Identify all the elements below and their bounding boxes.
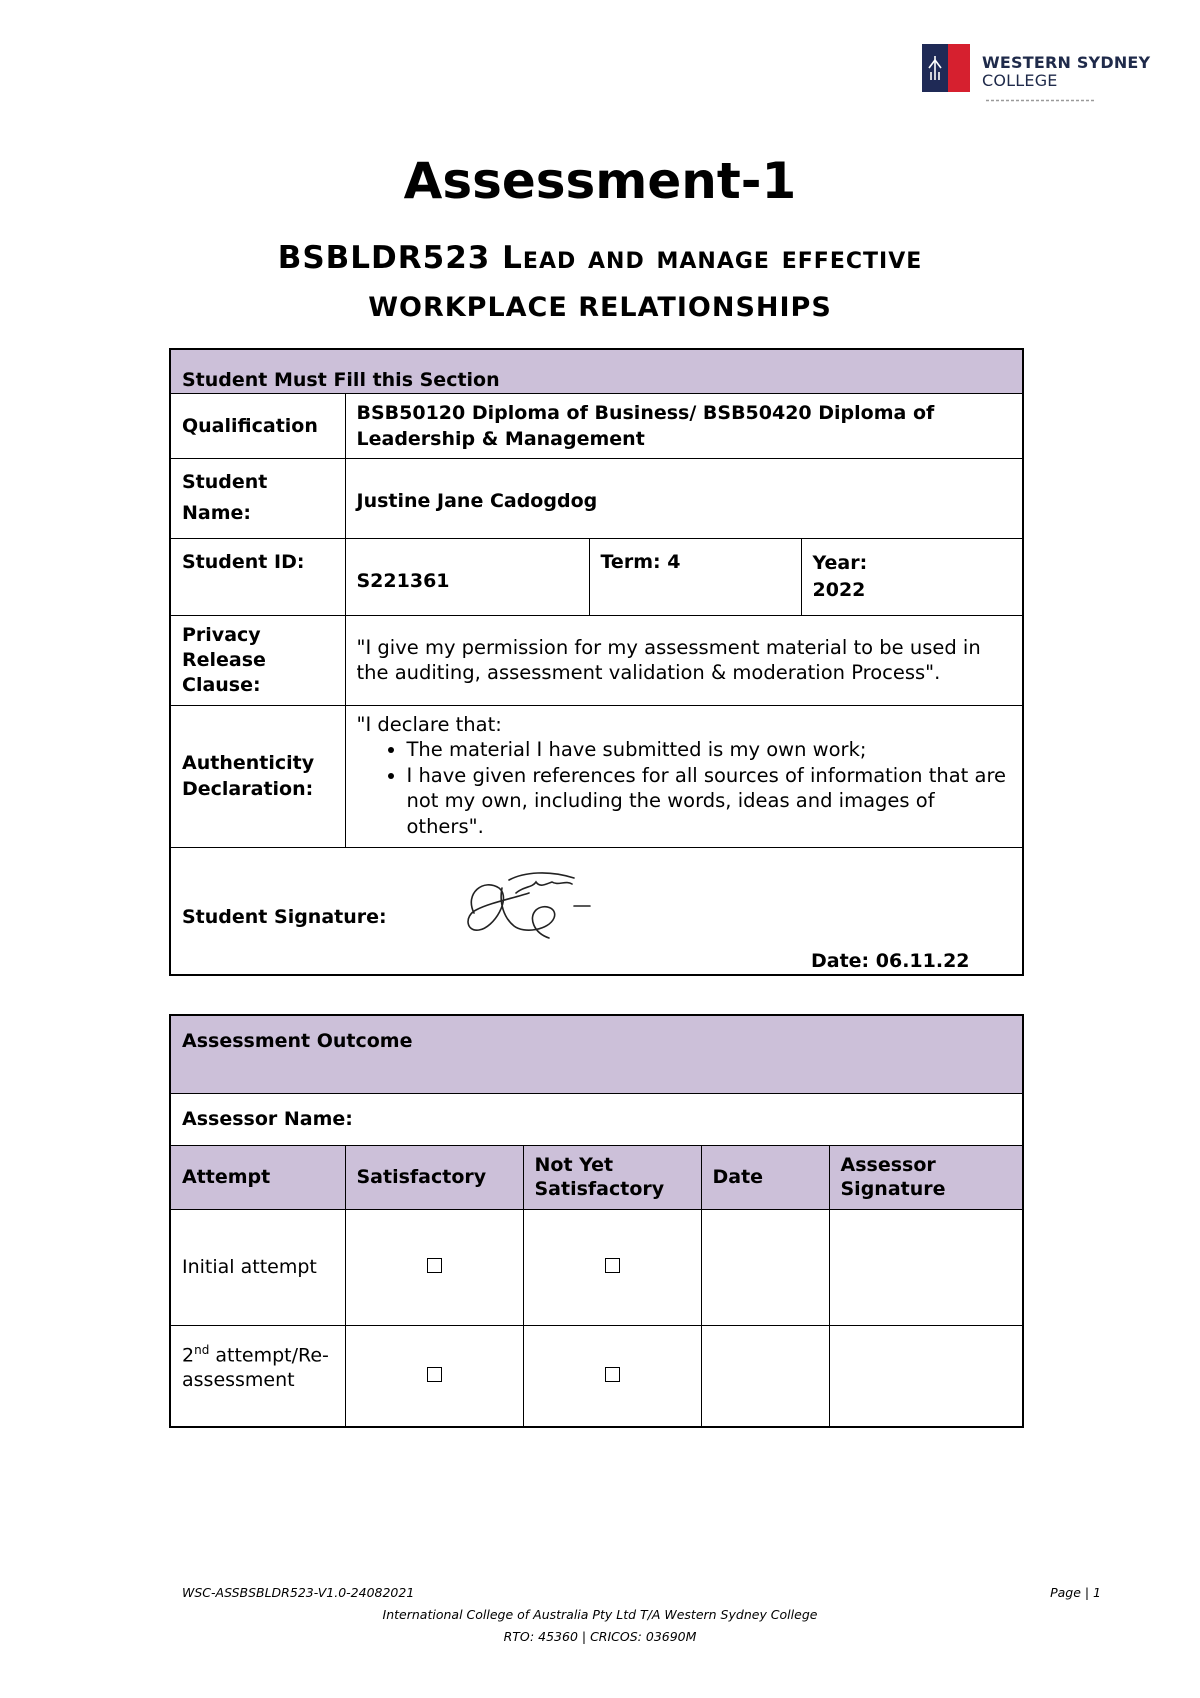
col-assessor-signature: Assessor Signature: [829, 1145, 1023, 1209]
outcome-column-header-row: [170, 1145, 1023, 1209]
satisfactory-cell: [345, 1209, 523, 1325]
not-yet-satisfactory-checkbox[interactable]: [605, 1367, 620, 1382]
col-date: Date: [701, 1145, 829, 1209]
table-row: [170, 1325, 1023, 1427]
qualification-label: Qualification: [170, 393, 345, 458]
authenticity-text: [345, 705, 1023, 847]
student-section-heading: Student Must Fill this Section: [170, 349, 1023, 393]
logo-line1: WESTERN SYDNEY: [982, 53, 1151, 72]
year-label: Year:: [812, 551, 868, 574]
satisfactory-checkbox[interactable]: [427, 1258, 442, 1273]
attempt-label-initial: Initial attempt: [170, 1209, 345, 1325]
signature-label: Student Signature:: [182, 905, 387, 928]
col-attempt: Attempt: [170, 1145, 345, 1209]
authenticity-point-2: • I have given references for all sources of information that are not my own, including the words, ideas and images of others".: [407, 763, 1012, 840]
signature-date[interactable]: Date: 06.11.22: [811, 949, 970, 972]
qualification-row: [170, 393, 1023, 458]
date-cell[interactable]: [701, 1209, 829, 1325]
authenticity-point-1: • The material I have submitted is my own work;: [407, 737, 1012, 763]
authenticity-row: [170, 705, 1023, 847]
student-name-label: Student Name:: [170, 458, 345, 538]
qualification-value[interactable]: BSB50120 Diploma of Business/ BSB50420 Diploma of Leadership & Management: [345, 393, 1023, 458]
student-name-row: [170, 458, 1023, 538]
outcome-heading: Assessment Outcome: [170, 1015, 1023, 1093]
satisfactory-checkbox[interactable]: [427, 1367, 442, 1382]
authenticity-label: Authenticity Declaration:: [170, 705, 345, 847]
unit-title-line1: BSBLDR523 Lead and manage effective: [277, 240, 923, 276]
privacy-label: Privacy Release Clause:: [170, 615, 345, 705]
assessment-outcome-table: [169, 1014, 1024, 1428]
not-yet-satisfactory-checkbox[interactable]: [605, 1258, 620, 1273]
unit-title-line2: WORKPLACE RELATIONSHIPS: [368, 292, 832, 323]
student-id-label: Student ID:: [170, 538, 345, 615]
college-logo-text: [982, 54, 1150, 90]
logo-line2: COLLEGE: [982, 71, 1058, 90]
not-yet-satisfactory-cell: [523, 1325, 701, 1427]
document-title: Assessment-1: [403, 152, 797, 210]
not-yet-satisfactory-cell: [523, 1209, 701, 1325]
student-section-header-row: [170, 349, 1023, 393]
col-satisfactory: Satisfactory: [345, 1145, 523, 1209]
attempt-label-second: 2nd attempt/Re-assessment: [170, 1325, 345, 1427]
authenticity-intro: "I declare that:: [356, 712, 502, 736]
assessor-signature-cell[interactable]: [829, 1325, 1023, 1427]
student-signature-image: [454, 858, 594, 953]
table-row: [170, 1209, 1023, 1325]
student-details-table: [169, 348, 1024, 976]
term-field[interactable]: Term: 4: [589, 538, 801, 615]
privacy-row: [170, 615, 1023, 705]
college-logo-mark-icon: [922, 44, 970, 92]
year-value: 2022: [812, 578, 866, 601]
logo-tagline-decoration: [986, 99, 1094, 102]
signature-row: [170, 847, 1023, 975]
assessor-name-row: [170, 1093, 1023, 1145]
college-logo: [922, 44, 1152, 108]
signature-cell: [170, 847, 1023, 975]
footer-rto: RTO: 45360 | CRICOS: 03690M: [503, 1629, 697, 1644]
footer-company: International College of Australia Pty Ltd T/A Western Sydney College: [382, 1607, 818, 1622]
footer-doc-code: WSC-ASSBSBLDR523-V1.0-24082021: [182, 1585, 415, 1600]
date-cell[interactable]: [701, 1325, 829, 1427]
student-id-row: [170, 538, 1023, 615]
authenticity-list: [357, 737, 1012, 839]
assessor-signature-cell[interactable]: [829, 1209, 1023, 1325]
satisfactory-cell: [345, 1325, 523, 1427]
privacy-text: "I give my permission for my assessment material to be used in the auditing, assessment validation & moderation Process".: [345, 615, 1023, 705]
footer-page-number: Page | 1: [1050, 1585, 1101, 1600]
year-field[interactable]: [801, 538, 1023, 615]
assessor-name-label[interactable]: Assessor Name:: [170, 1093, 1023, 1145]
outcome-header-row: [170, 1015, 1023, 1093]
col-not-yet-satisfactory: Not Yet Satisfactory: [523, 1145, 701, 1209]
student-name-value[interactable]: Justine Jane Cadogdog: [345, 458, 1023, 538]
student-id-value[interactable]: S221361: [345, 538, 589, 615]
